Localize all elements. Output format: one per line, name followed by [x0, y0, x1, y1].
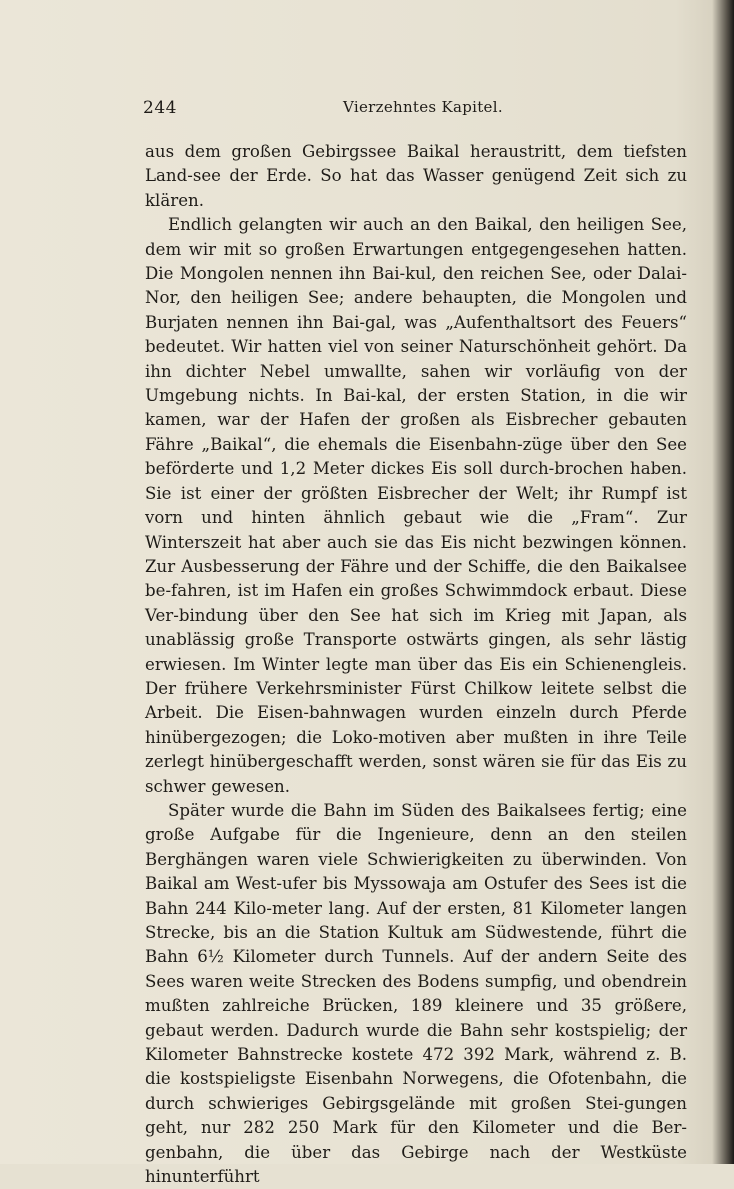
page-number: 244: [143, 98, 177, 118]
paragraph: Später wurde die Bahn im Süden des Baikalsees fertig; eine große Aufgabe für die Ingenieure, denn an den steilen Berghängen waren viele Schwierigkeiten zu überwinden. Von Baikal am West-ufer bis Myssowaja am Ostufer des Sees ist die Bahn 244 Kilo-meter lang. Auf der ersten, 81 Kilometer langen Strecke, bis an die Station Kultuk am Südwestende, führt die Bahn 6½ Kilometer durch Tunnels. Auf der andern Seite des Sees waren weite Strecken des Bodens sumpfig, und obendrein mußten zahlreiche Brücken, 189 kleinere und 35 größere, gebaut werden. Dadurch wurde die Bahn sehr kostspielig; der Kilometer Bahnstrecke kostete 472 392 Mark, während z. B. die kostspieligste Eisenbahn Norwegens, die Ofotenbahn, die durch schwieriges Gebirgsgelände mit großen Stei-gungen geht, nur 282 250 Mark für den Kilometer und die Ber-genbahn, die über das Gebirge nach der Westküste hinunterführt: [145, 800, 687, 1187]
running-title: Vierzehntes Kapitel.: [343, 98, 503, 116]
page-header: [143, 98, 687, 122]
body-text: [145, 140, 687, 1189]
paragraph: Endlich gelangten wir auch an den Baikal, den heiligen See, dem wir mit so großen Erwartungen entgegengesehen hatten. Die Mongolen nennen ihn Bai-kul, den reichen See, oder Dalai-Nor, den heiligen See; andere behaupten, die Mongolen und Burjaten nennen ihn Bai-gal, was „Aufenthaltsort des Feuers“ bedeutet. Wir hatten viel von seiner Naturschönheit gehört. Da ihn dichter Nebel umwallte, sahen wir vorläufig von der Umgebung nichts. In Bai-kal, der ersten Station, in die wir kamen, war der Hafen der großen als Eisbrecher gebauten Fähre „Baikal“, die ehemals die Eisenbahn-züge über den See beförderte und 1,2 Meter dickes Eis soll durch-brochen haben. Sie ist einer der größten Eisbrecher der Welt; ihr Rumpf ist vorn und hinten ähnlich gebaut wie die „Fram“. Zur Winterszeit hat aber auch sie das Eis nicht bezwingen können. Zur Ausbesserung der Fähre und der Schiffe, die den Baikalsee be-fahren, ist im Hafen ein großes Schwimmdock erbaut. Diese Ver-bindung über den See hat sich im Krieg mit Japan, als unablässig große Transporte ostwärts gingen, als sehr lästig erwiesen. Im Winter legte man über das Eis ein Schienengleis. Der frühere Verkehrsminister Fürst Chilkow leitete selbst die Arbeit. Die Eisen-bahnwagen wurden einzeln durch Pferde hinübergezogen; die Loko-motiven aber mußten in ihre Teile zerlegt hinübergeschafft werden, sonst wären sie für das Eis zu schwer gewesen.: [145, 215, 687, 796]
paragraph: aus dem großen Gebirgssee Baikal heraustritt, dem tiefsten Land-see der Erde. So hat das Wasser genügend Zeit sich zu klären.: [145, 142, 687, 210]
